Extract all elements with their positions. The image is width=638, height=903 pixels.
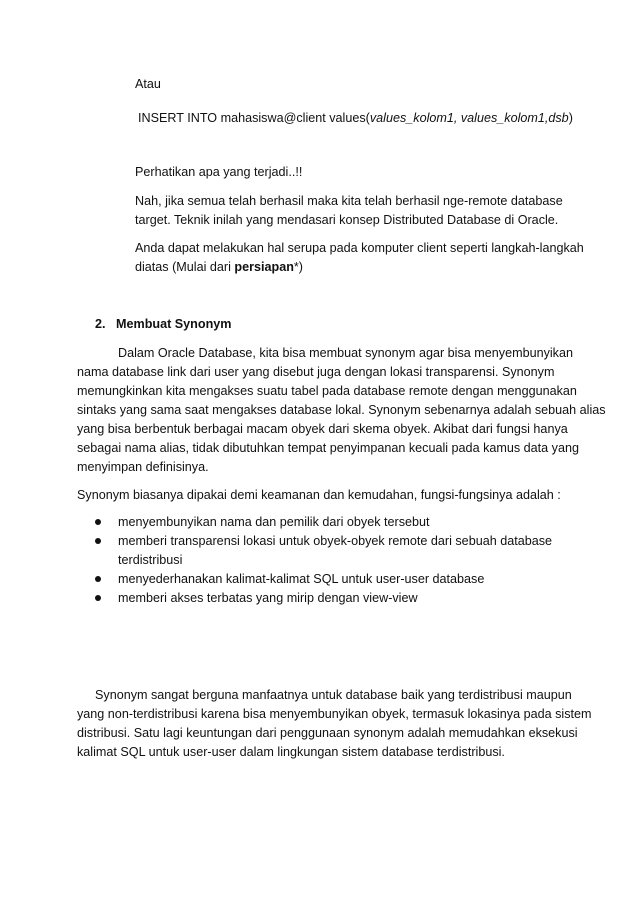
list-item-text: memberi transparensi lokasi untuk obyek-obyek remote dari sebuah database — [118, 534, 553, 548]
list-item-text: menyembunyikan nama dan pemilik dari obyek tersebut — [118, 515, 430, 529]
anda-line-2-prefix: diatas (Mulai dari — [135, 260, 235, 274]
bullet-icon — [95, 538, 101, 544]
insert-prefix: INSERT INTO mahasiswa@client values( — [138, 111, 370, 125]
persiapan-bold: persiapan — [234, 260, 294, 274]
insert-statement — [138, 110, 573, 126]
para1-line-6: sebagai nama alias, tidak dibutuhkan tempat penyimpanan kecuali pada kamus data yang — [77, 441, 579, 455]
atau-text: Atau — [135, 77, 161, 91]
para2-text: Synonym biasanya dipakai demi keamanan dan kemudahan, fungsi-fungsinya adalah : — [77, 488, 561, 502]
list-item-text: terdistribusi — [118, 553, 183, 567]
para1-line-7: menyimpan definisinya. — [77, 460, 209, 474]
perhatikan-text: Perhatikan apa yang terjadi..!! — [135, 165, 303, 179]
anda-line-2 — [135, 259, 303, 275]
list-item-text: memberi akses terbatas yang mirip dengan view-view — [118, 591, 418, 605]
para1-line-5: yang bisa berbentuk berbagai macam obyek dari skema obyek. Akibat dari fungsi hanya — [77, 422, 568, 436]
para1-line-2: nama database link dari user yang disebut juga dengan lokasi transparensi. Synonym — [77, 365, 555, 379]
para3-line-3: distribusi. Satu lagi keuntungan dari penggunaan synonym adalah memudahkan eksekusi — [77, 726, 578, 740]
para1-line-3: memungkinkan kita mengakses suatu tabel pada database remote dengan menggunakan — [77, 384, 577, 398]
insert-values: values_kolom1, values_kolom1,dsb — [369, 111, 569, 125]
anda-line-1: Anda dapat melakukan hal serupa pada komputer client seperti langkah-langkah — [135, 241, 584, 255]
bullet-icon — [95, 576, 101, 582]
section-heading: 2. Membuat Synonym — [95, 317, 232, 331]
insert-suffix: ) — [568, 111, 573, 125]
bullet-icon — [95, 519, 101, 525]
para1-line-1: Dalam Oracle Database, kita bisa membuat synonym agar bisa menyembunyikan — [118, 346, 573, 360]
nah-line-1: Nah, jika semua telah berhasil maka kita telah berhasil nge-remote database — [135, 194, 563, 208]
list-item-text: menyederhanakan kalimat-kalimat SQL untuk user-user database — [118, 572, 485, 586]
para3-line-1: Synonym sangat berguna manfaatnya untuk database baik yang terdistribusi maupun — [95, 688, 572, 702]
para1-line-4: sintaks yang sama saat mengakses database lokal. Synonym sebenarnya adalah sebuah alias — [77, 403, 606, 417]
anda-line-2-suffix: *) — [293, 260, 304, 274]
bullet-icon — [95, 595, 101, 601]
nah-line-2: target. Teknik inilah yang mendasari konsep Distributed Database di Oracle. — [135, 213, 559, 227]
para3-line-2: yang non-terdistribusi karena bisa menyembunyikan obyek, termasuk lokasinya pada sistem — [77, 707, 592, 721]
para3-line-4: kalimat SQL untuk user-user dalam lingkungan sistem database terdistribusi. — [77, 745, 505, 759]
